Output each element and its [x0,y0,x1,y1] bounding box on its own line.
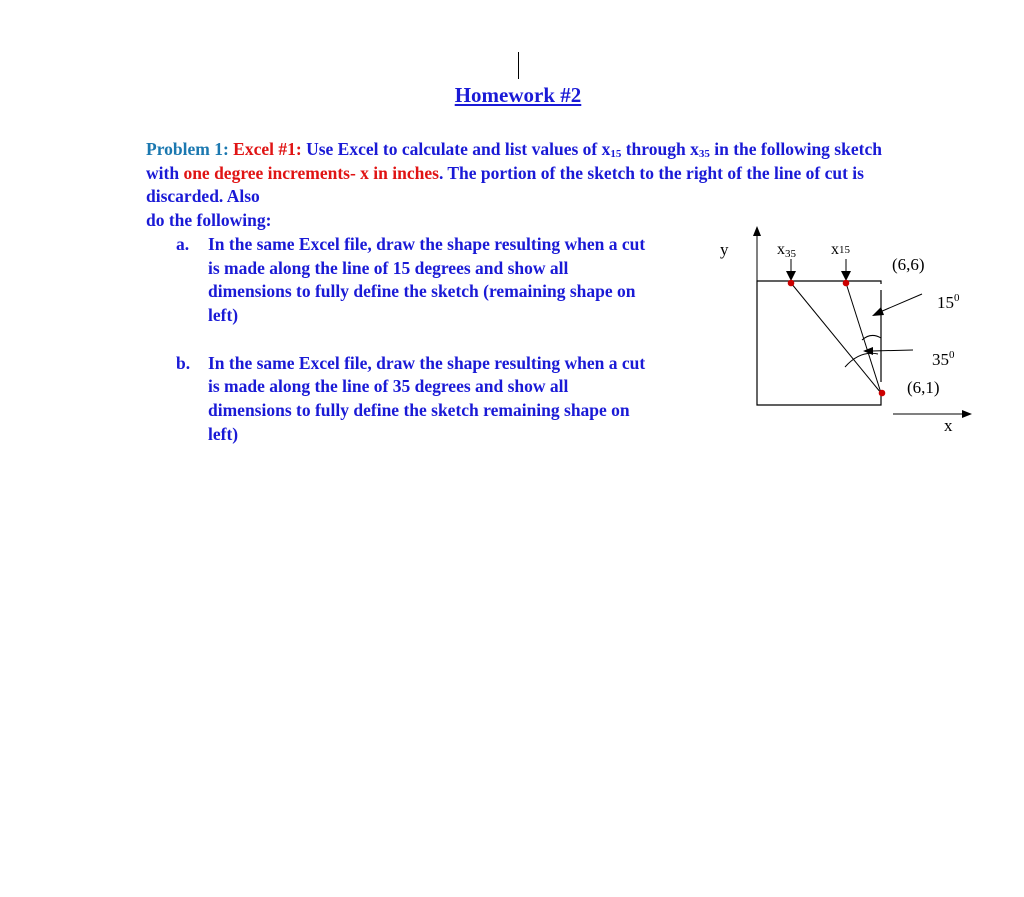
task-marker-a: a. [176,234,190,254]
intro-text-2: through x [621,139,699,159]
leader-15 [880,294,922,312]
task-text-a: In the same Excel file, draw the shape resulting when a cut is made along the line of 15 degrees and show all dimensions to fully define the sketch (remaining shape on left) [208,234,646,326]
x15-base: x [831,241,839,258]
angle-15-value: 15 [937,293,954,312]
x-axis-label: x [944,416,953,435]
excel-label: Excel #1: [228,139,302,159]
task-text-b: In the same Excel file, draw the shape resulting when a cut is made along the line of 35 degrees and show all dimensions to fully define the sketch remaining shape on left) [208,352,646,444]
point-pivot [879,390,886,397]
increments-highlight: one degree increments- x in inches [183,162,439,183]
x15-arrowhead [841,271,851,281]
angle-arc-15 [862,335,881,340]
x35-label [777,241,797,260]
point-label-6-1: (6,1) [907,378,940,397]
task-list [176,233,656,446]
leader-35 [872,350,913,351]
intro-text-4: . The portion of the sketch to the right of the line of cut is discarded. Also [146,162,864,207]
x15-label [831,241,851,258]
intro-text-5: do the following: [146,210,272,231]
x35-arrowhead [786,271,796,281]
problem-statement [146,138,886,233]
subscript-35: 35 [698,148,710,160]
x-axis-arrowhead [962,410,972,418]
angle-35-degree: 0 [949,349,955,361]
cut-line-35 [791,283,881,393]
x35-base: x [777,241,785,258]
point-x15 [843,280,850,287]
x35-subscript: 35 [785,248,796,260]
problem-label: Problem 1: [146,139,229,159]
text-cursor [518,52,519,79]
task-marker-b: b. [176,352,191,373]
intro-text-1: Use Excel to calculate and list values of x [301,139,611,159]
intro-text-3: in the following sketch with [146,139,882,183]
leader-15-arrowhead [872,307,884,316]
cut-line-15 [846,283,881,393]
point-x35 [788,280,795,287]
task-item-b [176,352,656,447]
plate-outline [757,281,881,405]
angle-label-35 [932,349,955,369]
page-title: Homework #2 [454,83,582,107]
task-item-a [176,233,656,328]
subscript-15: 15 [610,148,622,160]
angle-35-value: 35 [932,350,949,369]
cut-sketch-diagram [700,222,980,442]
angle-15-degree: 0 [954,292,960,304]
point-label-6-6: (6,6) [892,255,925,274]
y-axis-arrowhead [753,226,761,236]
angle-label-15 [937,292,960,312]
x15-subscript: 15 [839,244,850,256]
y-axis-label: y [720,240,729,259]
